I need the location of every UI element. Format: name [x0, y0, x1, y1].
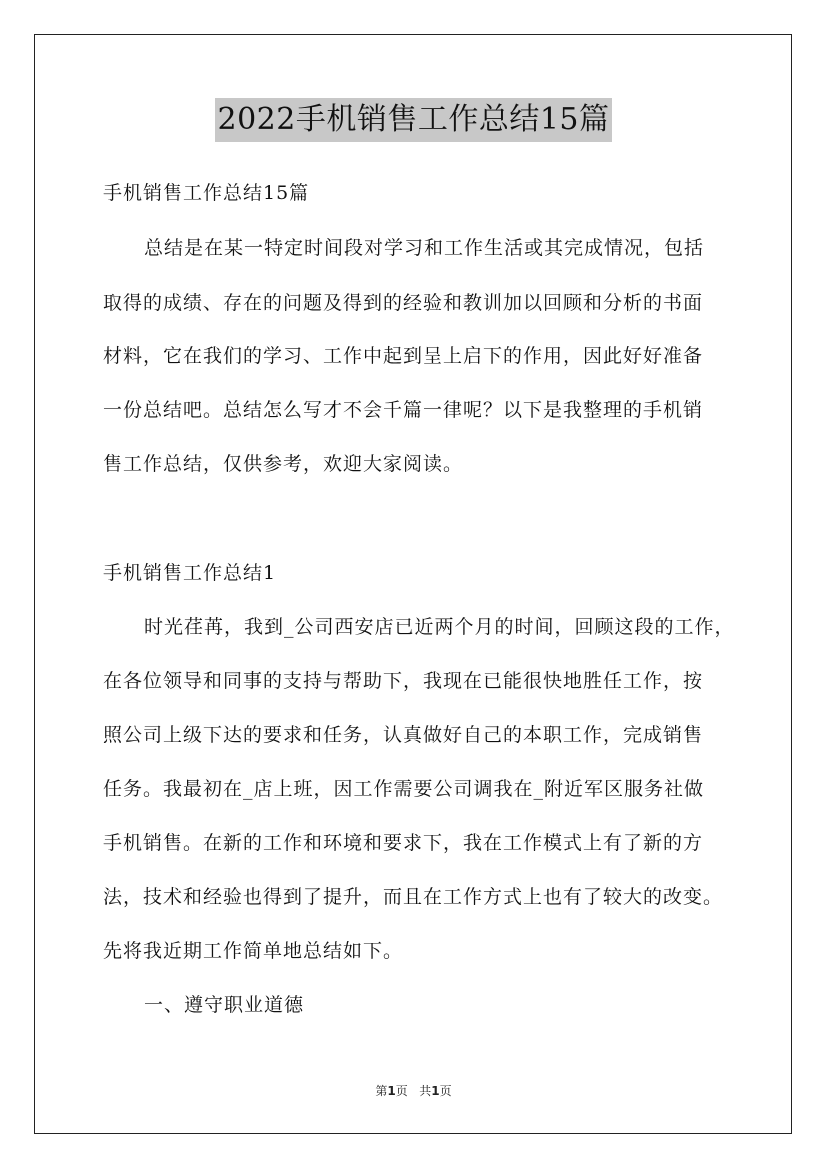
section-line: 照公司上级下达的要求和任务，认真做好自己的本职工作，完成销售	[103, 724, 704, 746]
intro-line: 取得的成绩、存在的问题及得到的经验和教训加以回顾和分析的书面	[103, 292, 704, 314]
section-line: 时光荏苒，我到_公司西安店已近两个月的时间，回顾这段的工作，	[144, 616, 735, 638]
footer-page-prefix: 第	[375, 1084, 388, 1098]
footer-total-number: 1	[431, 1084, 440, 1098]
page-footer	[0, 1082, 827, 1099]
section-line: 法，技术和经验也得到了提升，而且在工作方式上也有了较大的改变。	[103, 886, 724, 908]
section-heading: 手机销售工作总结1	[103, 562, 277, 584]
intro-line: 售工作总结，仅供参考，欢迎大家阅读。	[103, 453, 464, 475]
intro-line: 总结是在某一特定时间段对学习和工作生活或其完成情况，包括	[144, 237, 705, 259]
section-line: 任务。我最初在_店上班，因工作需要公司调我在_附近军区服务社做	[103, 778, 705, 800]
section-line: 在各位领导和同事的支持与帮助下，我现在已能很快地胜任工作，按	[103, 670, 704, 692]
footer-page-suffix: 页	[395, 1084, 408, 1098]
subheading: 一、遵守职业道德	[144, 994, 305, 1016]
footer-total-suffix: 页	[439, 1084, 452, 1098]
intro-line: 材料，它在我们的学习、工作中起到呈上启下的作用，因此好好准备	[103, 345, 704, 367]
footer-page-number: 1	[387, 1084, 396, 1098]
document-subtitle: 手机销售工作总结15篇	[103, 182, 310, 204]
footer-total-prefix: 共	[419, 1084, 432, 1098]
section-line: 手机销售。在新的工作和环境和要求下，我在工作模式上有了新的方	[103, 832, 704, 854]
document-title: 2022手机销售工作总结15篇	[215, 98, 611, 142]
intro-line: 一份总结吧。总结怎么写才不会千篇一律呢？以下是我整理的手机销	[103, 399, 704, 421]
section-line: 先将我近期工作简单地总结如下。	[103, 940, 404, 962]
title-wrap	[0, 98, 827, 142]
